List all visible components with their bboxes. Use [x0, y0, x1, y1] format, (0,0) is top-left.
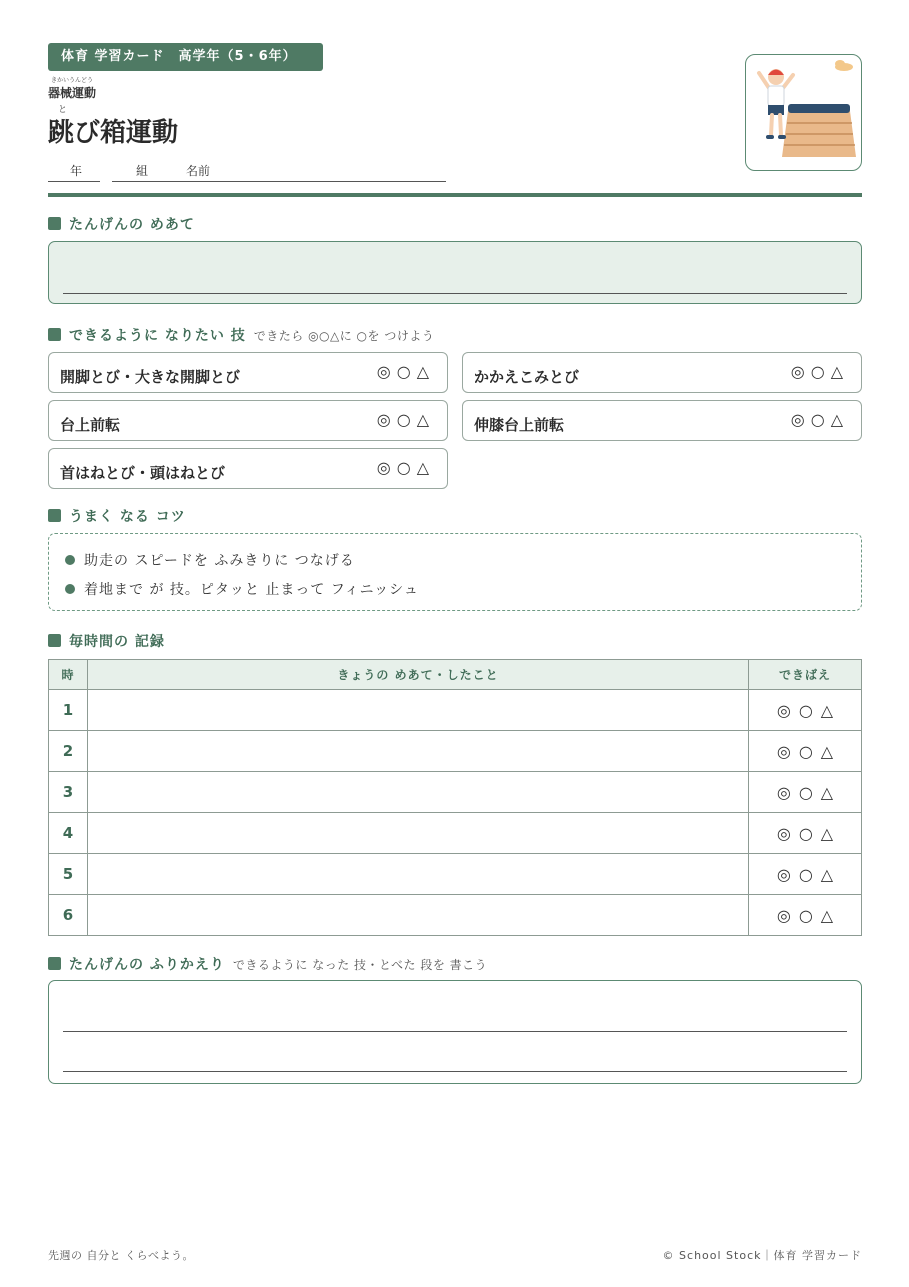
- table-row: [49, 813, 862, 854]
- skill-item-shinshitsu[interactable]: [462, 400, 862, 441]
- rating-marks[interactable]: ◎○△: [749, 690, 862, 731]
- skill-label: 首はねとび・頭はねとび: [60, 464, 226, 482]
- skills-heading-text: できるように なりたい 技: [69, 328, 246, 344]
- square-bullet-icon: [48, 328, 61, 341]
- reflection-writing-line: [63, 1031, 847, 1032]
- tip-item: [65, 579, 419, 599]
- reflection-input-box[interactable]: [48, 980, 862, 1084]
- subject-ruby: きかいうんどう: [51, 77, 94, 84]
- period-number: 4: [49, 813, 88, 854]
- rating-marks[interactable]: ◎○△: [790, 362, 849, 381]
- bullet-dot-icon: [65, 584, 75, 594]
- goal-cell[interactable]: [88, 772, 749, 813]
- tip-text: 着地まで が 技。ピタッと 止まって フィニッシュ: [84, 582, 419, 598]
- title-ruby: と: [58, 105, 68, 115]
- skills-note: できたら ◎○△に ○を つけよう: [253, 329, 435, 343]
- column-header-result: できばえ: [749, 660, 862, 690]
- rating-marks[interactable]: ◎○△: [749, 772, 862, 813]
- rating-marks[interactable]: ◎○△: [376, 362, 435, 381]
- skill-label: かかえこみとび: [474, 368, 580, 386]
- header-divider: [48, 193, 862, 197]
- goal-writing-line: [63, 293, 847, 294]
- name-row: [48, 160, 448, 184]
- reflection-writing-line: [63, 1071, 847, 1072]
- reflection-heading-text: たんげんの ふりかえり: [69, 957, 225, 973]
- tip-item: [65, 550, 355, 570]
- skill-item-daijou-zenten[interactable]: [48, 400, 448, 441]
- tips-heading: [48, 506, 186, 526]
- period-number: 1: [49, 690, 88, 731]
- skill-label: 開脚とび・大きな開脚とび: [60, 368, 241, 386]
- name-label: 名前: [186, 164, 211, 178]
- tip-text: 助走の スピードを ふみきりに つなげる: [84, 553, 355, 569]
- table-row: [49, 731, 862, 772]
- period-number: 2: [49, 731, 88, 772]
- skills-heading: [48, 325, 434, 345]
- skill-item-kubihane[interactable]: [48, 448, 448, 489]
- period-number: 3: [49, 772, 88, 813]
- column-header-period: 時: [49, 660, 88, 690]
- page-title: [48, 105, 179, 149]
- goal-cell[interactable]: [88, 854, 749, 895]
- reflection-note: できるように なった 技・とべた 段を 書こう: [232, 958, 488, 972]
- table-row: [49, 690, 862, 731]
- square-bullet-icon: [48, 509, 61, 522]
- year-label: 年: [70, 164, 83, 178]
- footer-note: 先週の 自分と くらべよう。: [48, 1249, 194, 1262]
- reflection-heading: [48, 954, 487, 974]
- rating-marks[interactable]: ◎○△: [749, 895, 862, 936]
- class-field[interactable]: [112, 160, 185, 182]
- skill-label: 台上前転: [60, 416, 121, 434]
- table-row: [49, 772, 862, 813]
- footer-copyright: © School Stock｜体育 学習カード: [662, 1249, 862, 1262]
- goal-cell[interactable]: [88, 731, 749, 772]
- name-field[interactable]: [178, 160, 446, 182]
- skill-item-kakaekomi[interactable]: [462, 352, 862, 393]
- square-bullet-icon: [48, 957, 61, 970]
- goal-heading-text: たんげんの めあて: [69, 217, 195, 233]
- subject-text: 器械運動: [48, 86, 97, 100]
- class-label: 組: [136, 164, 149, 178]
- table-row: [49, 854, 862, 895]
- table-row: [49, 895, 862, 936]
- skill-item-kaikyaku[interactable]: [48, 352, 448, 393]
- rating-marks[interactable]: ◎○△: [749, 731, 862, 772]
- bullet-dot-icon: [65, 555, 75, 565]
- rating-marks[interactable]: ◎○△: [376, 410, 435, 429]
- child-vaulting-icon: [746, 55, 862, 171]
- rating-marks[interactable]: ◎○△: [376, 458, 435, 477]
- column-header-goal: きょうの めあて・したこと: [88, 660, 749, 690]
- rating-marks[interactable]: ◎○△: [790, 410, 849, 429]
- subject-label: [48, 77, 97, 101]
- tips-box: [48, 533, 862, 611]
- square-bullet-icon: [48, 634, 61, 647]
- period-number: 5: [49, 854, 88, 895]
- record-table: [48, 659, 862, 936]
- year-field[interactable]: [48, 160, 100, 182]
- goal-input-box[interactable]: [48, 241, 862, 304]
- square-bullet-icon: [48, 217, 61, 230]
- vaulting-illustration: [745, 54, 862, 171]
- record-heading: [48, 631, 165, 651]
- period-number: 6: [49, 895, 88, 936]
- rating-marks[interactable]: ◎○△: [749, 854, 862, 895]
- skill-label: 伸膝台上前転: [474, 416, 565, 434]
- goal-heading: [48, 214, 195, 234]
- title-text: 跳び箱運動: [48, 118, 179, 148]
- goal-cell[interactable]: [88, 895, 749, 936]
- tips-heading-text: うまく なる コツ: [69, 509, 186, 525]
- goal-cell[interactable]: [88, 813, 749, 854]
- card-type-badge: 体育 学習カード 高学年（5・6年）: [48, 43, 323, 71]
- rating-marks[interactable]: ◎○△: [749, 813, 862, 854]
- record-heading-text: 毎時間の 記録: [69, 634, 165, 650]
- goal-cell[interactable]: [88, 690, 749, 731]
